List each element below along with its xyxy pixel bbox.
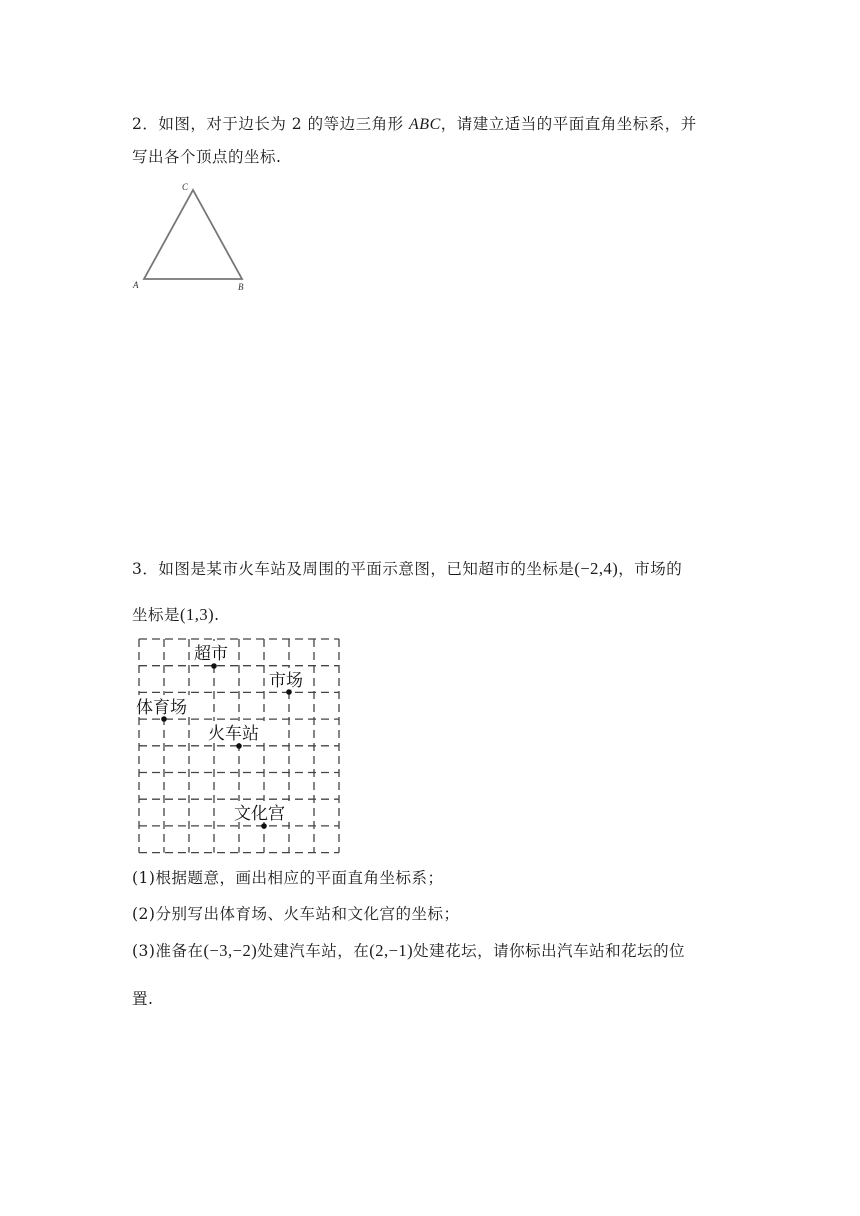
- q3-text-end: ，市场的: [618, 560, 683, 578]
- vertex-label-a: A: [133, 280, 139, 290]
- q3-part-1: (1)根据题意，画出相应的平面直角坐标系；: [132, 869, 444, 887]
- triangle-abc: [144, 190, 242, 279]
- supermarket-point: [211, 663, 217, 669]
- triangle-figure: [128, 180, 258, 295]
- q2-line-2: 写出各个顶点的坐标.: [132, 148, 282, 166]
- stadium-label: 体育场: [136, 698, 187, 718]
- q3-part-2: (2)分别写出体育场、火车站和文化宫的坐标；: [132, 905, 460, 923]
- q3-part-3-line-2: 置.: [132, 990, 154, 1008]
- q3-line-2: [132, 603, 220, 625]
- q3-part3-b: 处建汽车站，在: [257, 942, 370, 960]
- q2-text-end: ，请建立适当的平面直角坐标系，并: [440, 115, 697, 133]
- market-label: 市场: [269, 671, 303, 691]
- map-labels: [135, 641, 310, 824]
- q2-text-start: 2．如图，对于边长为 2 的等边三角形: [132, 115, 410, 133]
- station-map-figure: [130, 630, 350, 862]
- q3-market-coord: (1,3): [180, 605, 215, 624]
- station-label: 火车站: [208, 724, 259, 744]
- q3-line2-text: 坐标是: [132, 606, 181, 624]
- q2-triangle-name: ABC: [409, 116, 441, 133]
- q3-line-1: [132, 557, 682, 579]
- vertex-label-c: C: [182, 182, 189, 192]
- q3-part-3-line-1: [132, 939, 685, 961]
- q3-part3-c: 处建花坛，请你标出汽车站和花坛的位: [413, 942, 686, 960]
- q3-bus-station-coord: (−3,−2): [203, 941, 258, 960]
- q3-part3-a: (3)准备在: [132, 942, 204, 960]
- vertex-label-b: B: [238, 282, 244, 292]
- q3-line2-end: .: [214, 606, 220, 624]
- supermarket-label: 超市: [194, 644, 228, 664]
- q2-line-1: [132, 112, 697, 134]
- station-point: [236, 743, 242, 749]
- q3-flower-bed-coord: (2,−1): [369, 941, 414, 960]
- q3-supermarket-coord: (−2,4): [574, 559, 619, 578]
- culture-palace-label: 文化宫: [234, 804, 285, 824]
- q3-text-start: 3．如图是某市火车站及周围的平面示意图，已知超市的坐标是: [132, 560, 575, 578]
- culture-palace-point: [261, 823, 267, 829]
